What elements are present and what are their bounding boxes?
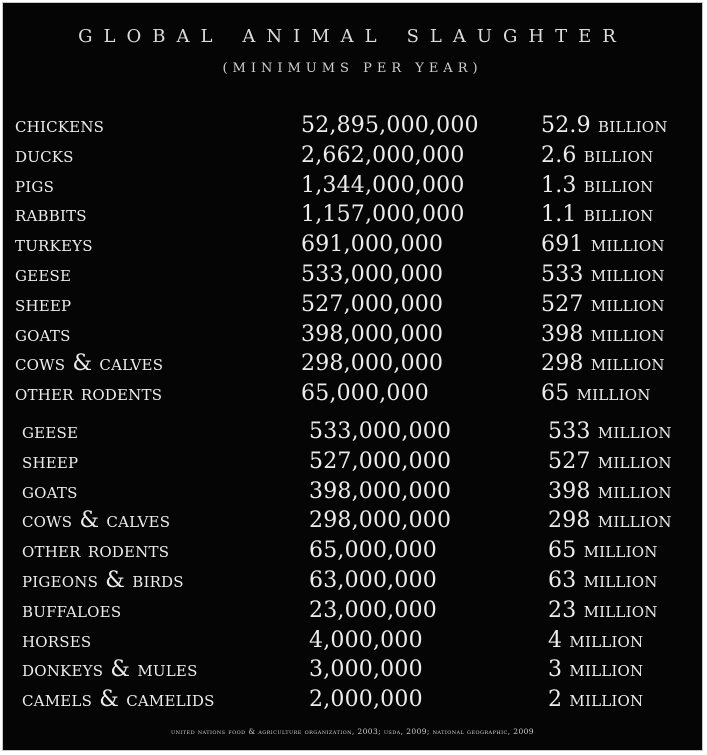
animal-count-short: 398 million xyxy=(548,478,672,504)
animal-name: pigs xyxy=(15,172,55,198)
animal-count-short: 533 million xyxy=(548,419,672,444)
animal-name: rabbits xyxy=(15,202,87,228)
animal-count: 533,000,000 xyxy=(301,261,444,287)
animal-name: pigeons & birds xyxy=(22,567,184,593)
table-row xyxy=(3,230,703,260)
animal-name: chickens xyxy=(15,113,105,138)
animal-count: 2,662,000,000 xyxy=(301,142,465,168)
animal-name: cows & calves xyxy=(15,351,164,377)
table-row xyxy=(3,200,703,230)
table-row xyxy=(3,379,703,409)
animal-name: buffaloes xyxy=(22,597,122,623)
table-row xyxy=(3,685,703,715)
slaughter-poster xyxy=(2,2,703,751)
animal-count-short: 65 million xyxy=(548,538,658,564)
animal-name: goats xyxy=(22,478,78,504)
animal-count: 65,000,000 xyxy=(301,381,429,407)
page-subtitle: (MINIMUMS PER YEAR) xyxy=(222,61,483,76)
animal-count-short: 63 million xyxy=(548,567,658,593)
animal-count-short: 52.9 billion xyxy=(541,113,668,138)
animal-count-short: 533 million xyxy=(541,261,665,287)
animal-count-short: 398 million xyxy=(541,321,665,347)
animal-count: 4,000,000 xyxy=(309,627,423,653)
table-row xyxy=(3,506,703,536)
table-row xyxy=(3,171,703,201)
animal-count-short: 4 million xyxy=(548,627,644,653)
table-row xyxy=(3,477,703,507)
animal-count-short: 2 million xyxy=(548,687,644,713)
table-row xyxy=(3,447,703,477)
animal-count: 52,895,000,000 xyxy=(301,113,479,138)
table-row xyxy=(3,320,703,350)
table-row xyxy=(3,141,703,171)
animal-count-short: 691 million xyxy=(541,232,665,258)
animal-name: horses xyxy=(22,627,92,653)
animal-count-short: 298 million xyxy=(548,508,672,534)
animal-name: geese xyxy=(22,419,79,444)
animal-count: 3,000,000 xyxy=(309,657,423,683)
page-title: global animal slaughter xyxy=(78,19,627,48)
animal-name: turkeys xyxy=(15,232,93,258)
animal-count: 533,000,000 xyxy=(309,419,452,444)
animal-count-short: 527 million xyxy=(548,448,672,474)
slaughter-table-top xyxy=(3,111,703,409)
table-row xyxy=(3,290,703,320)
animal-count: 527,000,000 xyxy=(301,291,444,317)
animal-name: donkeys & mules xyxy=(22,657,198,683)
animal-name: other rodents xyxy=(22,538,170,564)
animal-count-short: 1.1 billion xyxy=(541,202,654,228)
animal-count: 2,000,000 xyxy=(309,687,423,713)
animal-count-short: 2.6 billion xyxy=(541,142,654,168)
animal-count: 1,157,000,000 xyxy=(301,202,465,228)
animal-name: camels & camelids xyxy=(22,687,215,713)
animal-count-short: 23 million xyxy=(548,597,658,623)
animal-count: 298,000,000 xyxy=(301,351,444,377)
animal-name: sheep xyxy=(22,448,79,474)
source-citation: united nations food & agriculture organization, 2003; usda, 2009; national geographic, 2009 xyxy=(171,727,534,736)
animal-name: ducks xyxy=(15,142,74,168)
table-row xyxy=(3,417,703,447)
animal-count: 23,000,000 xyxy=(309,597,437,623)
table-row xyxy=(3,349,703,379)
animal-name: other rodents xyxy=(15,381,163,407)
animal-count-short: 1.3 billion xyxy=(541,172,654,198)
table-row xyxy=(3,260,703,290)
table-row xyxy=(3,111,703,141)
table-row xyxy=(3,536,703,566)
table-row xyxy=(3,566,703,596)
slaughter-table-bottom xyxy=(3,417,703,715)
animal-count: 298,000,000 xyxy=(309,508,452,534)
animal-count: 398,000,000 xyxy=(309,478,452,504)
table-row xyxy=(3,655,703,685)
animal-count-short: 298 million xyxy=(541,351,665,377)
animal-name: geese xyxy=(15,261,72,287)
animal-count: 398,000,000 xyxy=(301,321,444,347)
animal-count-short: 65 million xyxy=(541,381,651,407)
table-row xyxy=(3,596,703,626)
animal-count: 691,000,000 xyxy=(301,232,444,258)
table-row xyxy=(3,626,703,656)
animal-name: cows & calves xyxy=(22,508,171,534)
animal-count: 63,000,000 xyxy=(309,567,437,593)
animal-name: goats xyxy=(15,321,71,347)
animal-name: sheep xyxy=(15,291,72,317)
animal-count-short: 527 million xyxy=(541,291,665,317)
animal-count: 527,000,000 xyxy=(309,448,452,474)
animal-count: 65,000,000 xyxy=(309,538,437,564)
animal-count: 1,344,000,000 xyxy=(301,172,465,198)
animal-count-short: 3 million xyxy=(548,657,644,683)
